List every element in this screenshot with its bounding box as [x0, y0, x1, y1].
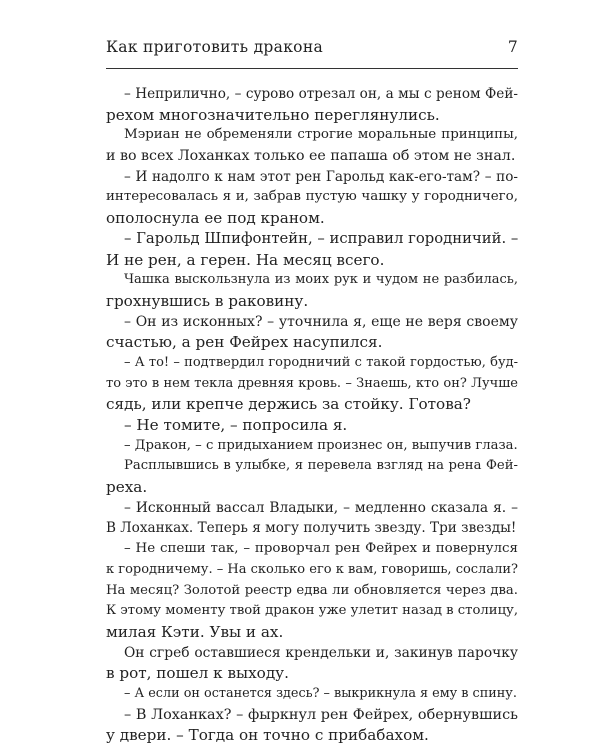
text-line: – И надолго к нам этот рен Гарольд как-его-там? – по- [124, 168, 518, 185]
text-line: сядь, или крепче держись за стойку. Готова? [106, 395, 471, 414]
text-line: и во всех Лоханках только ее папаша об этом не знал. [106, 148, 516, 165]
page-header [106, 38, 518, 62]
text-line: реха. [106, 478, 148, 497]
text-line: – А если он останется здесь? – выкрикнула я ему в спину. [124, 685, 517, 701]
text-line: то это в нем текла древняя кровь. – Знаешь, кто он? Лучше [106, 375, 518, 391]
text-line: И не рен, а герен. На месяц всего. [106, 250, 385, 269]
text-line: у двери. – Тогда он точно с прибабахом. [106, 726, 429, 745]
text-line: – Неприлично, – сурово отрезал он, а мы с реном Фей- [124, 86, 518, 102]
text-line: – Он из исконных? – уточнила я, еще не веря своему [124, 313, 518, 330]
header-divider [106, 68, 518, 69]
text-line: милая Кэти. Увы и ах. [106, 622, 284, 641]
text-line: – Не томите, – попросила я. [124, 416, 348, 434]
text-line: интересовалась я и, забрав пустую чашку у городничего, [106, 189, 518, 205]
text-line: рехом многозначительно переглянулись. [106, 105, 440, 124]
text-line: Он сгреб оставшиеся крендельки и, закинув парочку [124, 644, 518, 661]
text-line: – А то! – подтвердил городничий с такой гордостью, буд- [124, 354, 518, 370]
running-title: Как приготовить дракона [106, 38, 323, 56]
text-line: в рот, пошел к выходу. [106, 664, 289, 683]
text-line: Чашка выскользнула из моих рук и чудом не разбилась, [124, 272, 518, 288]
text-line: – Гарольд Шпифонтейн, – исправил городничий. – [124, 229, 519, 247]
text-line: счастью, а рен Фейрех насупился. [106, 333, 383, 352]
text-line: – Не спеши так, – проворчал рен Фейрех и повернулся [124, 541, 518, 557]
text-line: к городничему. – На сколько его к вам, говоришь, сослали? [106, 561, 518, 577]
text-line: – Исконный вассал Владыки, – медленно сказала я. – [124, 499, 518, 516]
text-line: – В Лоханках? – фыркнул рен Фейрех, обернувшись [124, 706, 518, 723]
text-line: В Лоханках. Теперь я могу получить звезду. Три звезды! [106, 520, 517, 537]
body-text [106, 84, 518, 746]
text-line: ополоснула ее под краном. [106, 209, 325, 228]
text-line: – Дракон, – с придыханием произнес он, выпучив глаза. [124, 437, 518, 453]
text-line: Расплывшись в улыбке, я перевела взгляд на рена Фей- [124, 458, 518, 474]
text-line: На месяц? Золотой реестр едва ли обновляется через два. [106, 582, 518, 598]
text-line: грохнувшись в раковину. [106, 291, 309, 310]
text-line: К этому моменту твой дракон уже улетит назад в столицу, [106, 603, 519, 619]
page-number: 7 [507, 38, 518, 56]
text-line: Мэриан не обременяли строгие моральные принципы, [124, 127, 518, 143]
